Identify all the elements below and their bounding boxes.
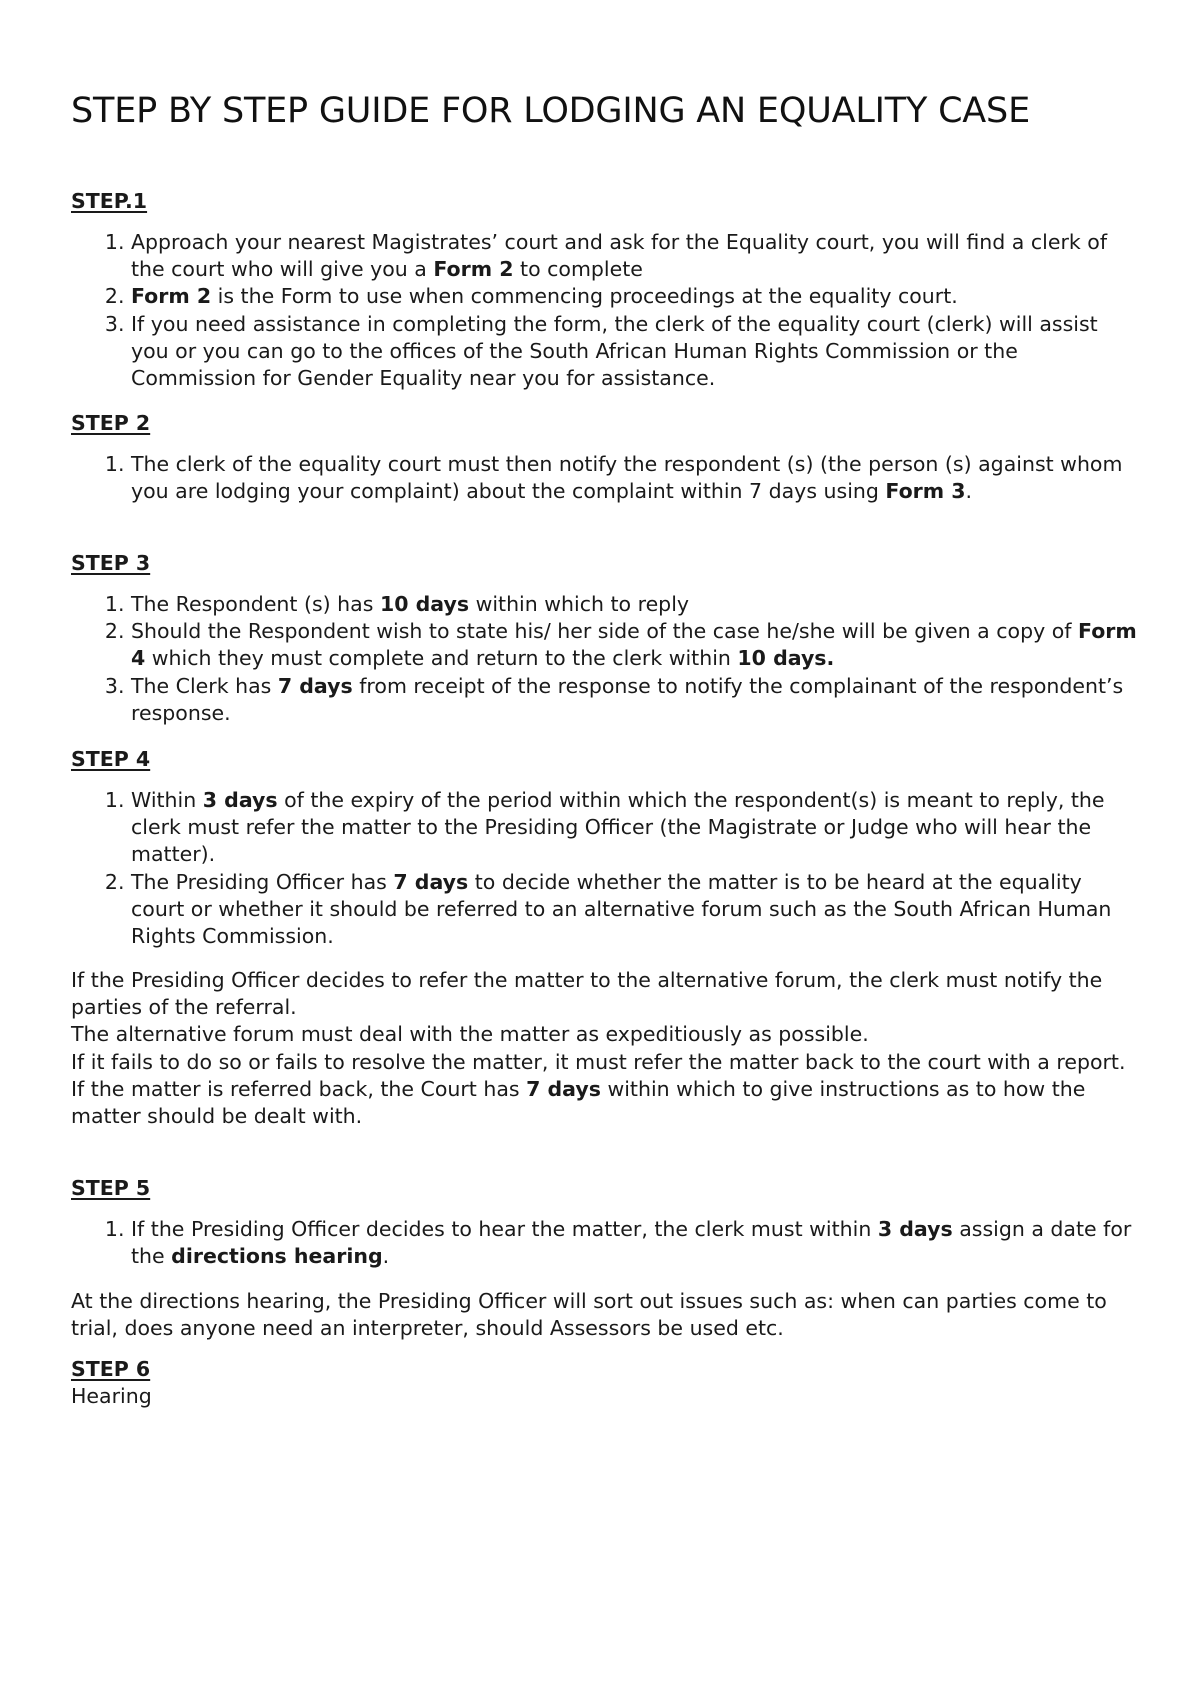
list-item: 1. Within 3 days of the expiry of the period within which the respondent(s) is meant to reply, the clerk must refer the matter to the Presiding Officer (the Magistrate or Judge who will hear the matter).: [131, 787, 1141, 869]
document-title: STEP BY STEP GUIDE FOR LODGING AN EQUALITY CASE: [71, 91, 1030, 131]
step-5-paragraph: At the directions hearing, the Presiding Officer will sort out issues such as: when can parties come to trial, does anyone need an interpreter, should Assessors be used etc.: [71, 1289, 1107, 1341]
list-item: 3. The Clerk has 7 days from receipt of the response to notify the complainant of the respondent’s response.: [131, 673, 1141, 727]
step-4-heading: STEP 4: [71, 747, 151, 771]
step-4-notes: [71, 967, 1141, 1130]
list-item: 3. If you need assistance in completing the form, the clerk of the equality court (clerk) will assist you or you can go to the offices of the South African Human Rights Commission or the Commission for Gender Equality near you for assistance.: [131, 311, 1141, 393]
list-item: 1. If the Presiding Officer decides to hear the matter, the clerk must within 3 days assign a date for the directions hearing.: [131, 1216, 1141, 1270]
step-3-list: [71, 591, 1141, 727]
list-item: 1. The Respondent (s) has 10 days within which to reply: [131, 591, 1141, 618]
paragraph: If it fails to do so or fails to resolve the matter, it must refer the matter back to the court with a report.: [71, 1049, 1126, 1074]
list-item: 1. Approach your nearest Magistrates’ court and ask for the Equality court, you will find a clerk of the court who will give you a Form 2 to complete: [131, 229, 1141, 283]
step-1-heading: STEP.1: [71, 189, 148, 213]
list-item: 1. The clerk of the equality court must then notify the respondent (s) (the person (s) against whom you are lodging your complaint) about the complaint within 7 days using Form 3.: [131, 451, 1141, 505]
paragraph: If the Presiding Officer decides to refer the matter to the alternative forum, the clerk must notify the parties of the referral.: [71, 968, 1103, 1020]
list-item: 2. Should the Respondent wish to state his/ her side of the case he/she will be given a copy of Form 4 which they must complete and return to the clerk within 10 days.: [131, 618, 1141, 672]
step-6-text: Hearing: [71, 1384, 152, 1408]
step-1-list: [71, 229, 1141, 392]
step-5-list: [71, 1216, 1141, 1270]
step-4-list: [71, 787, 1141, 950]
paragraph: If the matter is referred back, the Court has 7 days within which to give instructions as to how the matter should be dealt with.: [71, 1076, 1086, 1129]
step-2-heading: STEP 2: [71, 411, 151, 435]
list-item: 2. The Presiding Officer has 7 days to decide whether the matter is to be heard at the equality court or whether it should be referred to an alternative forum such as the South African Human Rights Commission.: [131, 869, 1141, 951]
step-3-heading: STEP 3: [71, 551, 151, 575]
step-6-heading: STEP 6: [71, 1357, 151, 1381]
paragraph: The alternative forum must deal with the matter as expeditiously as possible.: [71, 1022, 869, 1047]
step-5-heading: STEP 5: [71, 1176, 151, 1200]
list-item: 2. Form 2 is the Form to use when commencing proceedings at the equality court.: [131, 283, 1141, 310]
step-2-list: [71, 451, 1141, 505]
